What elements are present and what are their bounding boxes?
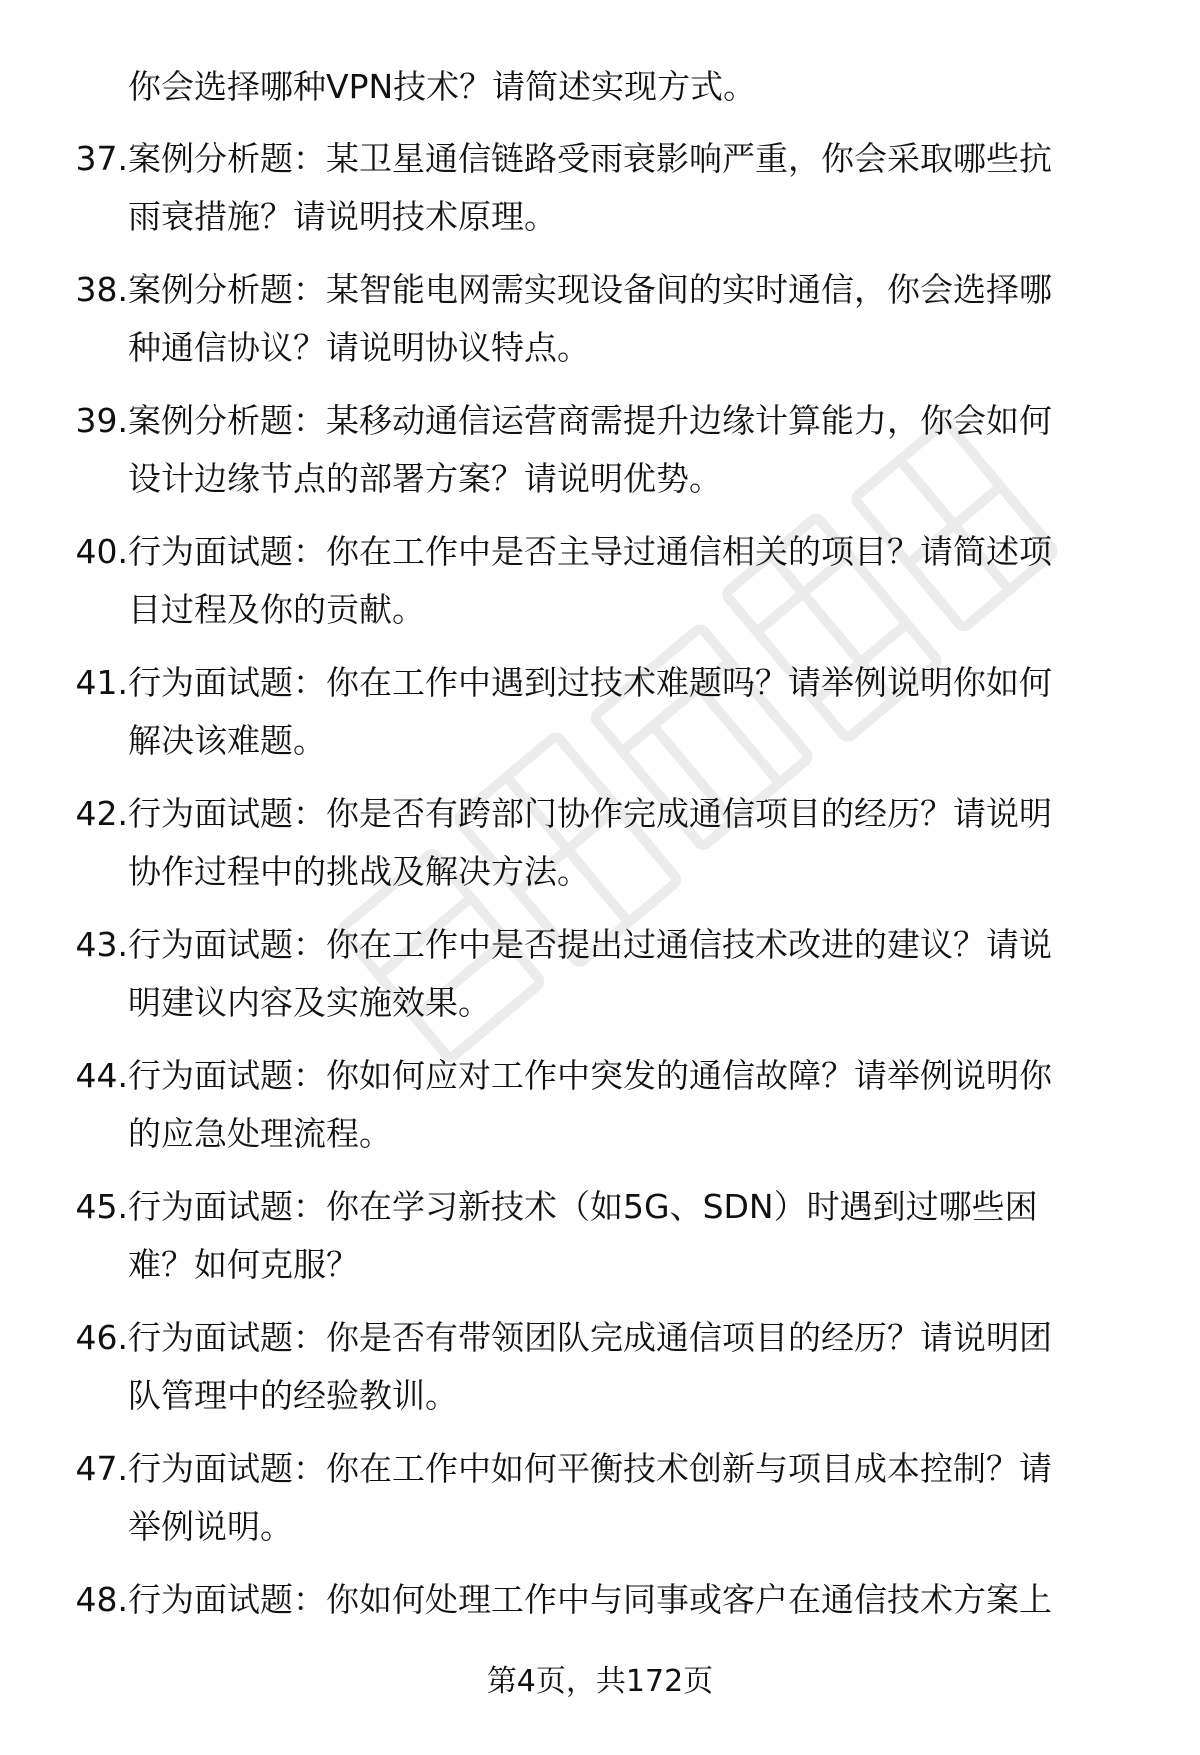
list-item [40, 654, 1140, 785]
list-item [40, 1047, 1140, 1178]
question-text [128, 1047, 1140, 1163]
question-text-line: 行为面试题：你如何应对工作中突发的通信故障？请举例说明你 [128, 1056, 1052, 1095]
question-text-line: 解决该难题。 [128, 721, 326, 760]
question-number: 40. [75, 532, 128, 571]
list-item [40, 1309, 1140, 1440]
question-text-line: 行为面试题：你是否有带领团队完成通信项目的经历？请说明团 [128, 1318, 1052, 1357]
question-text-line: 队管理中的经验教训。 [128, 1376, 458, 1415]
question-text [128, 654, 1140, 770]
question-text-line: 行为面试题：你是否有跨部门协作完成通信项目的经历？请说明 [128, 794, 1052, 833]
question-text-line: 雨衰措施？请说明技术原理。 [128, 197, 557, 236]
question-number: 46. [75, 1318, 128, 1357]
list-item [40, 392, 1140, 523]
question-text-line: 目过程及你的贡献。 [128, 590, 425, 629]
question-text-line: 案例分析题：某卫星通信链路受雨衰影响严重，你会采取哪些抗 [128, 139, 1052, 178]
question-text [128, 1309, 1140, 1425]
question-text [128, 392, 1140, 508]
question-text [128, 523, 1140, 639]
carryover-question-line: 你会选择哪种VPN技术？请简述实现方式。 [128, 67, 757, 106]
question-text [128, 130, 1140, 246]
question-number: 39. [75, 401, 128, 440]
question-text-line: 行为面试题：你在工作中是否主导过通信相关的项目？请简述项 [128, 532, 1052, 571]
question-number: 44. [75, 1056, 128, 1095]
question-text-line: 协作过程中的挑战及解决方法。 [128, 852, 590, 891]
question-text-line: 举例说明。 [128, 1507, 293, 1546]
question-text-line: 明建议内容及实施效果。 [128, 983, 491, 1022]
page-footer: 第4页，共172页 [486, 1664, 714, 1699]
question-text-line: 种通信协议？请说明协议特点。 [128, 328, 590, 367]
question-text-line: 案例分析题：某智能电网需实现设备间的实时通信，你会选择哪 [128, 270, 1052, 309]
question-text-line: 行为面试题：你在工作中如何平衡技术创新与项目成本控制？请 [128, 1449, 1052, 1488]
question-number: 42. [75, 794, 128, 833]
list-item [40, 785, 1140, 916]
question-text-line: 的应急处理流程。 [128, 1114, 392, 1153]
list-item [40, 916, 1140, 1047]
question-text [128, 1440, 1140, 1556]
list-item [40, 261, 1140, 392]
list-item [40, 1178, 1140, 1309]
question-number: 43. [75, 925, 128, 964]
question-text [128, 1571, 1140, 1629]
question-number: 37. [75, 139, 128, 178]
question-text-line: 行为面试题：你在工作中是否提出过通信技术改进的建议？请说 [128, 925, 1052, 964]
question-text-line: 设计边缘节点的部署方案？请说明优势。 [128, 459, 722, 498]
question-number: 47. [75, 1449, 128, 1488]
question-number: 41. [75, 663, 128, 702]
question-list [40, 130, 1140, 1702]
question-text-line: 行为面试题：你如何处理工作中与同事或客户在通信技术方案上 [128, 1580, 1052, 1619]
list-item [40, 1440, 1140, 1571]
question-text [128, 916, 1140, 1032]
question-text [128, 785, 1140, 901]
question-text [128, 1178, 1140, 1294]
question-number: 38. [75, 270, 128, 309]
question-text-line: 难？如何克服？ [128, 1245, 359, 1284]
question-text-line: 案例分析题：某移动通信运营商需提升边缘计算能力，你会如何 [128, 401, 1052, 440]
list-item [40, 130, 1140, 261]
question-text-line: 行为面试题：你在学习新技术（如5G、SDN）时遇到过哪些困 [128, 1187, 1038, 1226]
list-item [40, 523, 1140, 654]
question-number: 48. [75, 1580, 128, 1619]
question-text [128, 261, 1140, 377]
question-number: 45. [75, 1187, 128, 1226]
question-text-line: 行为面试题：你在工作中遇到过技术难题吗？请举例说明你如何 [128, 663, 1052, 702]
